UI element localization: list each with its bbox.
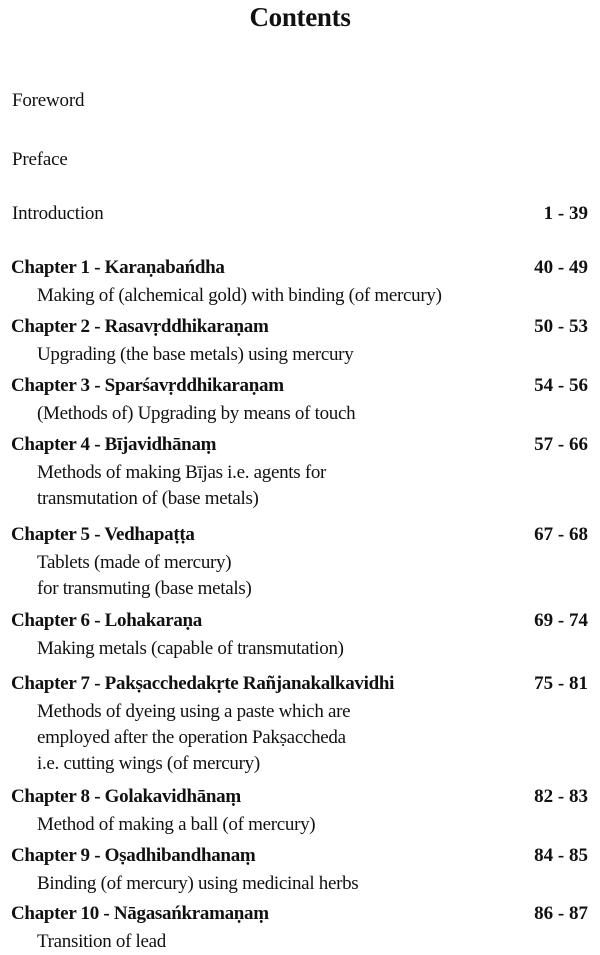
chapter-pages: 82 - 83 — [534, 786, 588, 807]
chapter-heading: Chapter 8 - Golakavidhānaṃ — [11, 786, 241, 807]
chapter-pages: 54 - 56 — [534, 375, 588, 396]
chapter-description: transmutation of (base metals) — [37, 488, 259, 509]
chapter-heading: Chapter 6 - Lohakaraṇa — [11, 610, 202, 631]
chapter-description: i.e. cutting wings (of mercury) — [37, 753, 260, 774]
chapter-description: Methods of making Bījas i.e. agents for — [37, 462, 327, 483]
chapter-heading: Chapter 3 - Sparśavṛddhikaraṇam — [11, 375, 284, 396]
chapter-description: Binding (of mercury) using medicinal herbs — [37, 873, 359, 894]
chapter-description: Tablets (made of mercury) — [37, 552, 232, 573]
page-title: Contents — [249, 2, 351, 32]
chapter-pages: 50 - 53 — [534, 316, 588, 337]
chapter-heading: Chapter 2 - Rasavṛddhikaraṇam — [11, 316, 269, 337]
chapter-heading: Chapter 4 - Bījavidhānaṃ — [11, 434, 217, 455]
chapter-description: Transition of lead — [37, 931, 167, 952]
introduction-pages: 1 - 39 — [543, 203, 588, 224]
chapter-pages: 84 - 85 — [534, 845, 588, 866]
chapter-pages: 40 - 49 — [534, 257, 588, 278]
chapter-description: Method of making a ball (of mercury) — [37, 814, 316, 835]
chapter-heading: Chapter 10 - Nāgasańkramaṇaṃ — [11, 903, 269, 924]
chapter-heading: Chapter 7 - Pakṣacchedakṛte Rañjanakalkavidhi — [11, 673, 395, 694]
front-matter-introduction: Introduction — [12, 203, 104, 224]
chapter-pages: 57 - 66 — [534, 434, 588, 455]
chapter-description: for transmuting (base metals) — [37, 578, 252, 599]
chapter-description: employed after the operation Pakṣaccheda — [37, 727, 346, 748]
chapter-heading: Chapter 9 - Oṣadhibandhanaṃ — [11, 845, 256, 866]
chapter-pages: 69 - 74 — [534, 610, 588, 631]
front-matter-preface: Preface — [12, 149, 68, 170]
chapter-heading: Chapter 1 - Karaṇabańdha — [11, 257, 225, 278]
chapter-pages: 75 - 81 — [534, 673, 588, 694]
chapter-pages: 67 - 68 — [534, 524, 588, 545]
chapter-pages: 86 - 87 — [534, 903, 588, 924]
chapter-description: Making metals (capable of transmutation) — [37, 638, 344, 659]
chapter-description: Making of (alchemical gold) with binding (of mercury) — [37, 285, 442, 306]
front-matter-foreword: Foreword — [12, 90, 85, 111]
chapter-description: Methods of dyeing using a paste which are — [37, 701, 351, 722]
chapter-heading: Chapter 5 - Vedhapaṭṭa — [11, 524, 195, 545]
chapter-description: Upgrading (the base metals) using mercury — [37, 344, 354, 365]
chapter-description: (Methods of) Upgrading by means of touch — [37, 403, 356, 424]
